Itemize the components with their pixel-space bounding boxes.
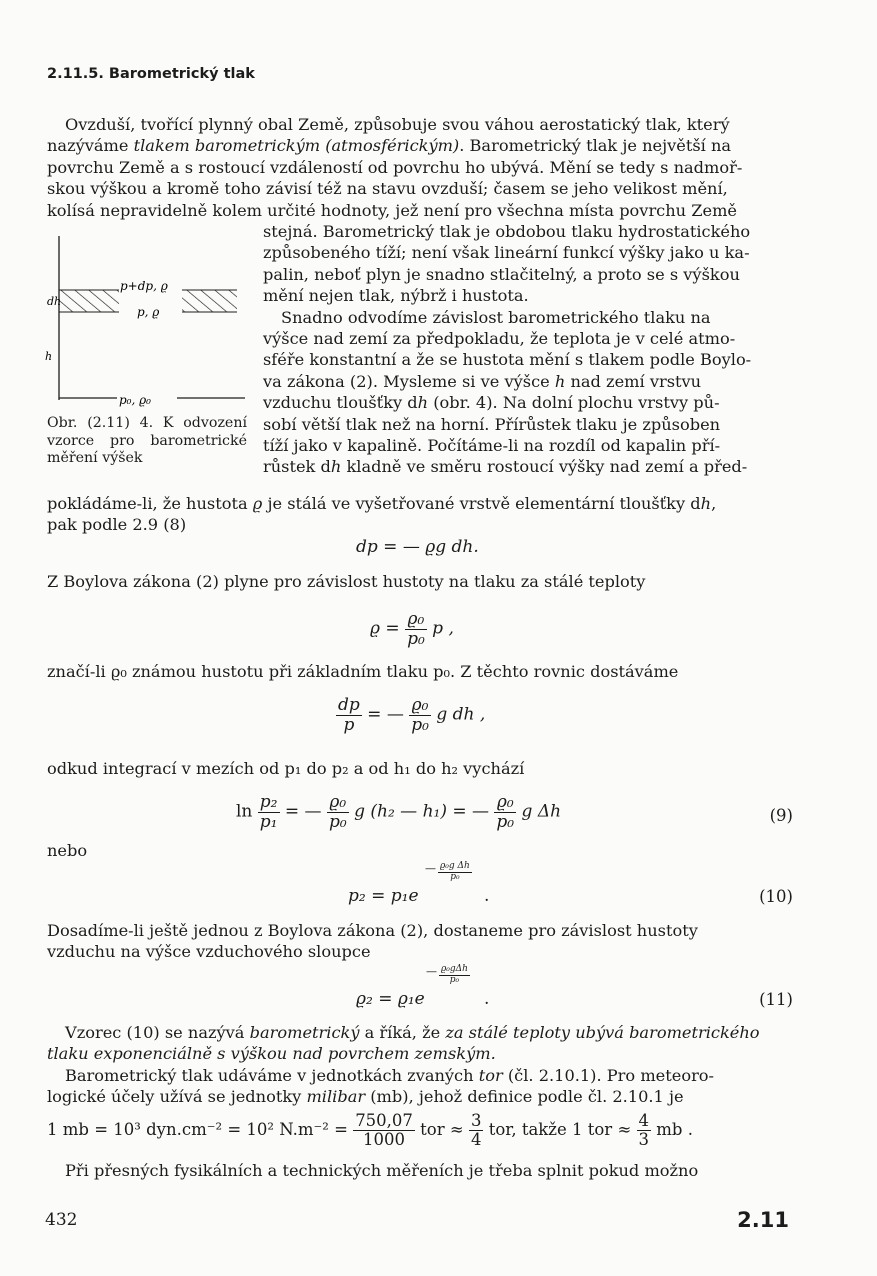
layer-hatch-right <box>182 290 237 312</box>
intro-line: skou výškou a kromě toho závisí též na stavu ovzduší; časem se jeho velikost mění, <box>47 179 728 199</box>
text-boyle: Z Boylova zákona (2) plyne pro závislost hustoty na tlaku za stálé teploty <box>47 572 646 591</box>
figure-layer-diagram <box>47 232 247 422</box>
closing-line: tlaku exponenciálně s výškou nad povrchem zemským. <box>47 1044 496 1064</box>
equation-number-11: (11) <box>759 990 793 1009</box>
equation-number-9: (9) <box>769 806 793 825</box>
intro-line: kolísá nepravidelně kolem určité hodnoty, jež není pro všechna místa povrchu Země <box>47 200 738 220</box>
side-line: vzduchu tloušťky dh (obr. 4). Na dolní plochu vrstvy pů- <box>263 393 720 413</box>
closing-line: Barometrický tlak udáváme v jednotkách zvaných tor (čl. 2.10.1). Pro meteoro- <box>65 1065 715 1085</box>
equation-number-10: (10) <box>759 887 793 906</box>
closing-last-line: Při přesných fysikálních a technických měřeních je třeba splnit pokud možno <box>65 1161 699 1180</box>
equation-1: dp = — ϱg dh. <box>356 537 479 557</box>
section-heading: 2.11.5. Barometrický tlak <box>47 66 255 82</box>
again-line: vzduchu na výšce vzduchového sloupce <box>47 942 371 962</box>
label-h: h <box>45 350 53 363</box>
side-line: růstek dh kladně ve směru rostoucí výšky nad zemí a před- <box>263 457 748 477</box>
equation-9: ln $\frac{\text{p₂}}{\text{p₁}}$ = — $\frac{\text{ϱ₀}}{\text{p₀}}$ g (h₂ — h₁) = — $\frac{\text{ϱ₀}}{\text{p₀}}$ g Δh <box>236 792 562 832</box>
again-line: Dosadíme-li ještě jednou z Boylova zákona (2), dostaneme pro závislost hustoty <box>47 921 698 940</box>
figure-caption: Obr. (2.11) 4. K odvození vzorce pro barometrické měření výšek <box>47 415 247 466</box>
side-line: Snadno odvodíme závislost barometrického tlaku na <box>281 307 711 327</box>
intro-line: nazýváme tlakem barometrickým (atmosférickým). Barometrický tlak je největší na <box>47 136 732 156</box>
label-bottom: p₀, ϱ₀ <box>119 393 151 407</box>
side-line: tíží jako v kapalině. Počítáme-li na rozdíl od kapalin pří- <box>263 436 721 456</box>
after-paragraph <box>47 493 798 536</box>
equation-10: p₂ = p₁e — $\frac{\text{ϱ₀g Δh}}{\text{p₀}}$ . <box>348 861 490 906</box>
page-number: 432 <box>45 1210 78 1230</box>
label-dh: dh <box>47 295 62 308</box>
after-line: pak podle 2.9 (8) <box>47 515 187 535</box>
equation-11: ϱ₂ = ϱ₁e — ϱ₀gΔh p₀ . <box>356 964 490 1009</box>
label-mid: p, ϱ <box>137 305 160 319</box>
side-line: způsobeného tíží; není však lineární funkcí výšky jako u ka- <box>263 243 750 263</box>
equation-milibar: 1 mb = 10³ dyn.cm⁻² = 10² N.m⁻² = $\frac{750,07}{1000}$ tor ≈ $\frac{3}{4}$ tor, takže 1 tor ≈ $\frac{4}{3}$ mb . <box>47 1111 693 1150</box>
side-line: palin, neboť plyn je snadno stlačitelný, a proto se s výškou <box>263 264 740 284</box>
text-rho0: značí-li ϱ₀ známou hustotu při základním tlaku p₀. Z těchto rovnic dostáváme <box>47 662 679 681</box>
label-top: p+dp, ϱ <box>120 279 168 293</box>
after-line: pokládáme-li, že hustota ϱ je stálá ve vyšetřované vrstvě elementární tloušťky dh, <box>47 494 717 513</box>
side-line: sobí větší tlak než na horní. Přírůstek tlaku je způsoben <box>263 414 721 434</box>
side-line: stejná. Barometrický tlak je obdobou tlaku hydrostatického <box>263 222 751 241</box>
equation-3: $\frac{dp}{p}$ = — $\frac{\text{ϱ₀}}{\text{p₀}}$ g dh , <box>338 695 486 735</box>
text-integration: odkud integrací v mezích od p₁ do p₂ a od h₁ do h₂ vychází <box>47 759 525 778</box>
text-or: nebo <box>47 841 88 860</box>
text-again <box>47 920 798 963</box>
closing-line: Vzorec (10) se nazývá barometrický a říká, že za stálé teploty ubývá barometrického <box>65 1023 760 1042</box>
intro-line: Ovzduší, tvořící plynný obal Země, způsobuje svou váhou aerostatický tlak, který <box>65 115 730 134</box>
intro-line: povrchu Země a s rostoucí vzdáleností od povrchu ho ubývá. Mění se tedy s nadmoř- <box>47 157 743 177</box>
side-column <box>263 221 798 478</box>
closing-line: logické účely užívá se jednotky milibar (mb), jehož definice podle čl. 2.10.1 je <box>47 1087 684 1107</box>
layer-hatch-left <box>59 290 119 312</box>
side-line: výšce nad zemí za předpokladu, že teplota je v celé atmo- <box>263 329 736 349</box>
intro-paragraph <box>47 114 798 221</box>
side-line: mění nejen tlak, nýbrž i hustota. <box>263 286 529 306</box>
side-line: va zákona (2). Mysleme si ve výšce h nad zemí vrstvu <box>263 371 702 391</box>
equation-2: ϱ = $\frac{\text{ϱ₀}}{\text{p₀}}$ p , <box>370 609 454 649</box>
closing-paragraph <box>47 1022 798 1108</box>
section-marker: 2.11 <box>737 1208 789 1232</box>
side-line: sféře konstantní a že se hustota mění s tlakem podle Boylo- <box>263 350 752 370</box>
